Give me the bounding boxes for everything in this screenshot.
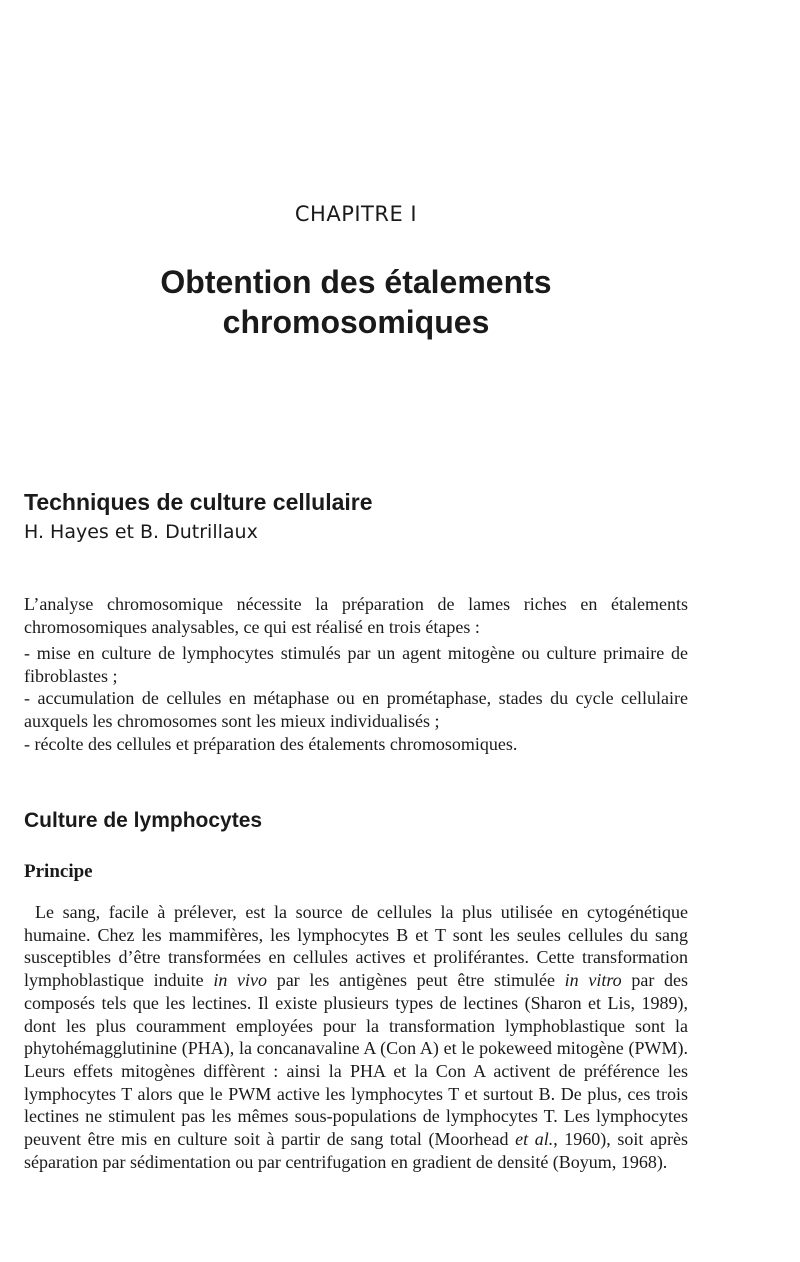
- section-title: Techniques de culture cellulaire: [24, 489, 373, 515]
- list-item: - récolte des cellules et préparation des étalements chromosomiques.: [24, 733, 518, 754]
- list-item: - accumulation de cellules en métaphase ou en prométaphase, stades du cycle cellulaire auxquels les chromosomes sont les mieux individualisés ;: [24, 688, 688, 732]
- term-in-vitro: in vitro: [564, 970, 622, 991]
- chapter-title: [0, 262, 712, 342]
- section-authors: H. Hayes et B. Dutrillaux: [24, 521, 258, 543]
- chapter-title-line-1: Obtention des étalements: [160, 264, 552, 300]
- term-in-vivo: in vivo: [213, 970, 268, 991]
- principe-text-3: par des composés tels que les lectines. Il existe plusieurs types de lectines (Sharon et Lis, 1989), dont les plus couramment employées pour la transformation lymphoblastique sont la phytohémagglutinine (PHA), la concanavaline A (Con A) et le pokeweed mitogène (PWM). Leurs effets mitogènes diffèrent : ainsi la PHA et la Con A activent de préférence les lymphocytes T alors que le PWM active les lymphocytes T et surtout B. De plus, ces trois lectines ne stimulent pas les mêmes sous-populations de lymphocytes T. Les lymphocytes peuvent être mis en culture soit à partir de sang total (Moorhead: [24, 970, 689, 1150]
- principe-text-2: par les antigènes peut être stimulée: [267, 970, 565, 991]
- list-item: - mise en culture de lymphocytes stimulés par un agent mitogène ou culture primaire de fibroblastes ;: [24, 643, 688, 686]
- principe-text-4: , 1960), soit après séparation par sédimentation ou par centrifugation en gradient de densité (Boyum, 1968).: [24, 1129, 688, 1172]
- principe-text-1: Le sang, facile à prélever, est la source de cellules la plus utilisée en cytogénétique humaine. Chez les mammifères, les lymphocytes B et T sont les seules cellules du sang susceptibles d’être transformées en cellules actives et proliférantes. Cette transformation lymphoblastique induite: [24, 902, 688, 991]
- subsection-title: Culture de lymphocytes: [24, 809, 263, 832]
- intro-paragraph: L’analyse chromosomique nécessite la préparation de lames riches en étalements chromosomiques analysables, ce qui est réalisé en trois étapes :: [24, 594, 688, 637]
- chapter-label: CHAPITRE I: [294, 202, 418, 226]
- principe-paragraph: [24, 901, 688, 1173]
- term-et-al: et al.: [515, 1129, 554, 1150]
- steps-list: [24, 642, 688, 756]
- principe-title: Principe: [24, 861, 93, 882]
- chapter-title-line-2: chromosomiques: [222, 304, 490, 340]
